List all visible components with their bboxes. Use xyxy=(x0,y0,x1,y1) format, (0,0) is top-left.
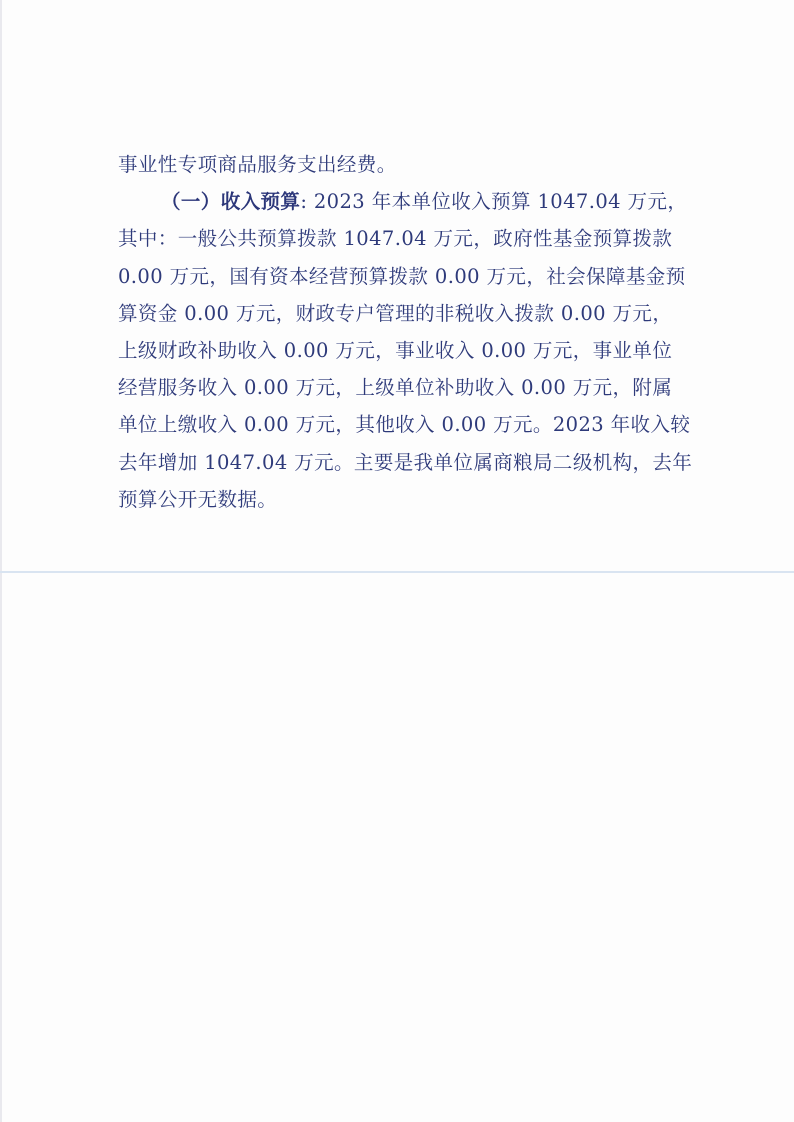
scan-edge xyxy=(0,0,2,1122)
body-text xyxy=(118,146,693,518)
text-line-8: 单位上缴收入 0.00 万元，其他收入 0.00 万元。2023 年收入较 xyxy=(118,413,691,437)
section-heading-income-budget: （一）收入预算 xyxy=(161,190,301,214)
text-line-6: 上级财政补助收入 0.00 万元，事业收入 0.00 万元，事业单位 xyxy=(118,338,673,362)
page-fold-line xyxy=(0,571,794,573)
text-line-7: 经营服务收入 0.00 万元，上级单位补助收入 0.00 万元，附属 xyxy=(118,376,673,400)
text-line-4: 0.00 万元，国有资本经营预算拨款 0.00 万元，社会保障基金预 xyxy=(118,264,686,288)
text-line-2-body: : 2023 年本单位收入预算 1047.04 万元， xyxy=(300,190,688,214)
text-line-2 xyxy=(118,183,688,220)
text-line-10: 预算公开无数据。 xyxy=(118,487,278,511)
text-line-3: 其中：一般公共预算拨款 1047.04 万元，政府性基金预算拨款 xyxy=(118,227,673,251)
text-line-9: 去年增加 1047.04 万元。主要是我单位属商粮局二级机构，去年 xyxy=(118,450,693,474)
text-line-1: 事业性专项商品服务支出经费。 xyxy=(118,153,397,176)
text-line-5: 算资金 0.00 万元，财政专户管理的非税收入拨款 0.00 万元， xyxy=(118,301,673,325)
